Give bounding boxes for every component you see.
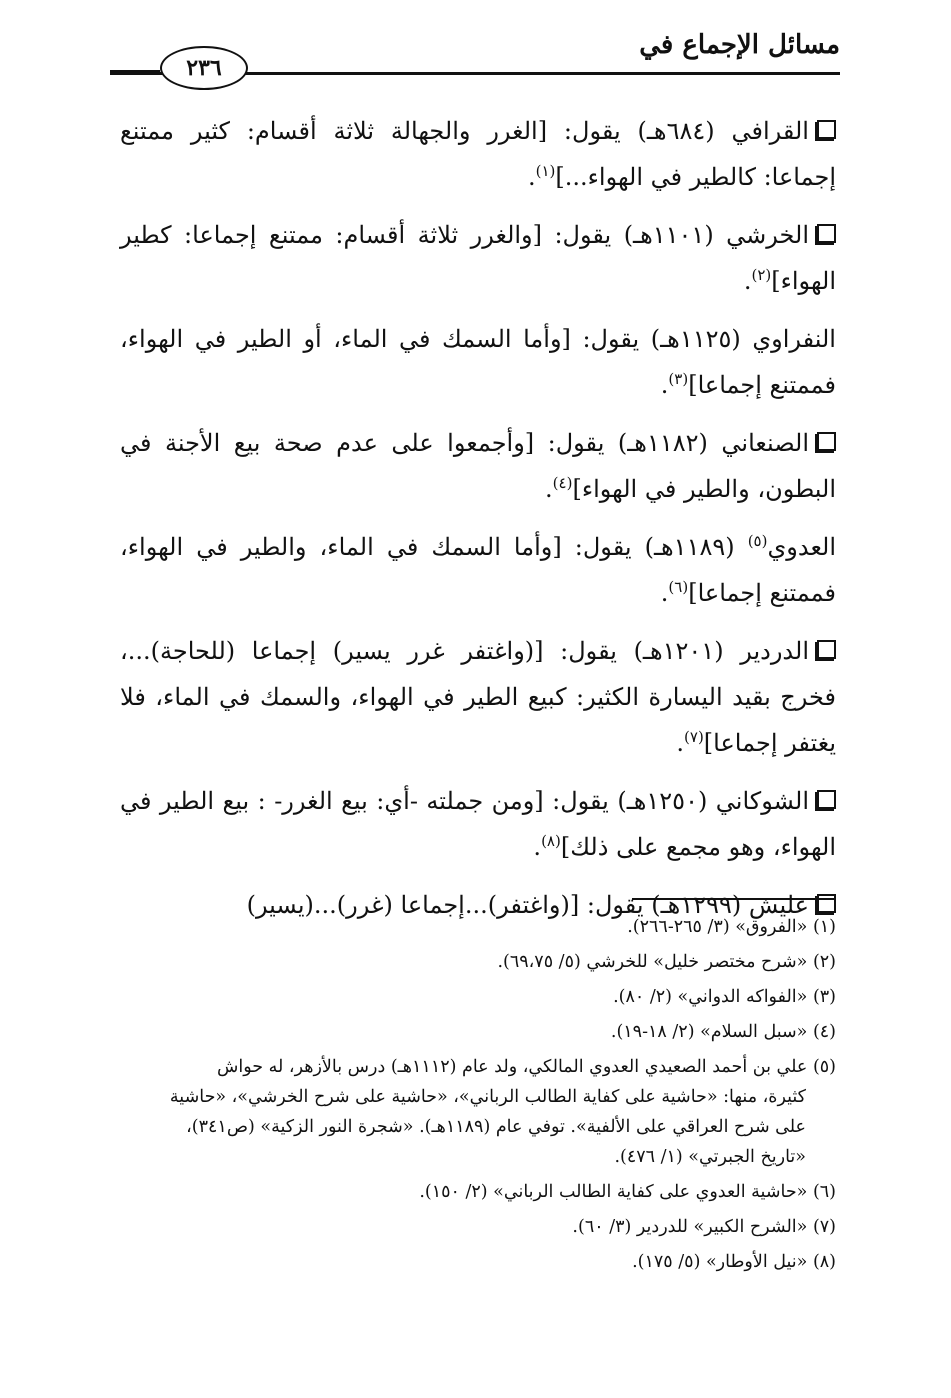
footnote — [130, 1052, 836, 1172]
entry-paragraph: النفراوي (١١٢٥هـ) يقول: [وأما السمك في الماء، أو الطير في الهواء، فممتنع إجماعا]$^{(٣)}$. — [120, 325, 836, 399]
square-bullet-icon — [817, 224, 836, 243]
footnote-text: «الفواكه الدواني» (٢/ ٨٠). — [613, 987, 808, 1007]
square-bullet-icon — [817, 894, 836, 913]
entry-author: الصنعاني — [721, 429, 809, 457]
footnote — [130, 1212, 836, 1242]
page-header — [110, 22, 840, 92]
entry-date: (١٢٥٠هـ) — [617, 787, 708, 815]
entry-author: العدوي — [767, 533, 836, 561]
entry-author: عليش — [748, 891, 809, 919]
entry-date: (٦٨٤هـ) — [637, 117, 715, 145]
square-bullet-icon — [817, 790, 836, 809]
entry-paragraph: القرافي (٦٨٤هـ) يقول: [الغرر والجهالة ثلاثة أقسام: كثير ممتنع إجماعا: كالطير في الهواء...]$^{(١)}$. — [120, 117, 836, 191]
footnote — [130, 1247, 836, 1277]
entry-text: يقول: [(واغتفر)...إجماعا (غرر)...(يسير) — [246, 891, 644, 919]
footnote-number: (٥) — [812, 1057, 836, 1077]
footnote-number: (١) — [812, 917, 836, 937]
square-bullet-icon — [817, 120, 836, 139]
entry-paragraph: الدردير (١٢٠١هـ) يقول: [(واغتفر غرر يسير) إجماعا (للحاجة)...، فخرج بقيد اليسارة الكثير: كبيع الطير في الهواء، والسمك في الماء، فلا يغتفر إجماعا]$^{(٧)}$. — [120, 637, 837, 757]
footnote-ref: (٧) — [684, 728, 704, 746]
footnote-text: كثيرة، منها: «حاشية على كفاية الطالب الرباني»، «حاشية على شرح الخرشي»، «حاشية — [169, 1087, 806, 1107]
footnote-number: (٢) — [812, 952, 836, 972]
square-bullet-icon — [817, 432, 836, 451]
entry-author: الشوكاني — [715, 787, 809, 815]
entry-text: يقول: [(واغتفر غرر يسير) إجماعا (للحاجة)...، فخرج بقيد اليسارة الكثير: كبيع الطير في الهواء، والسمك في الماء، فلا يغتفر إجماعا] — [120, 637, 837, 757]
footnote-rule — [632, 898, 836, 900]
footnote-ref: (٥) — [747, 532, 768, 550]
entry-author: الخرشي — [726, 221, 809, 249]
page-number: ٢٣٦ — [160, 46, 248, 90]
entry-date: (١١٠١هـ) — [623, 221, 714, 249]
entry-date: (١١٨٢هـ) — [617, 429, 708, 457]
entry-author: الدردير — [740, 637, 809, 665]
footnote-text: «سبل السلام» (٢/ ١٨-١٩). — [610, 1022, 808, 1042]
footnote-text: «تاريخ الجبرتي» (١/ ٤٧٦). — [614, 1147, 806, 1167]
entry-date: (١٢٠١هـ) — [633, 637, 724, 665]
entry-text: يقول: [ومن جملته -أي: بيع الغرر- : بيع الطير في الهواء، وهو مجمع على ذلك] — [120, 787, 836, 861]
footnote-number: (٨) — [812, 1252, 836, 1272]
entry-paragraph: الخرشي (١١٠١هـ) يقول: [والغرر ثلاثة أقسام: ممتنع إجماعا: كطير الهواء]$^{(٢)}$. — [120, 221, 836, 295]
footnote-number: (٦) — [812, 1182, 836, 1202]
footnote-number: (٤) — [812, 1022, 836, 1042]
footnote-ref: (٦) — [668, 578, 689, 596]
entry-text: يقول: [وأما السمك في الماء، أو الطير في الهواء، فممتنع إجماعا] — [120, 325, 836, 399]
footnote-ref: (٤) — [552, 474, 573, 492]
entry-paragraph: الصنعاني (١١٨٢هـ) يقول: [وأجمعوا على عدم صحة بيع الأجنة في البطون، والطير في الهواء]$^{(٤)}$. — [120, 429, 836, 503]
entry-text: يقول: [والغرر ثلاثة أقسام: ممتنع إجماعا: كطير الهواء] — [120, 221, 836, 295]
entry-date: (١١٢٥هـ) — [650, 325, 741, 353]
footnote — [130, 912, 836, 942]
footnote-text: علي بن أحمد الصعيدي العدوي المالكي، ولد عام (١١١٢هـ) درس بالأزهر، له حواش — [217, 1057, 808, 1077]
square-bullet-icon — [817, 640, 836, 659]
header-title: مسائل الإجماع في — [639, 30, 840, 60]
entry-paragraph: الشوكاني (١٢٥٠هـ) يقول: [ومن جملته -أي: بيع الغرر- : بيع الطير في الهواء، وهو مجمع على ذلك]$^{(٨)}$. — [120, 787, 836, 861]
footnote-ref: (٨) — [541, 832, 561, 850]
footnote-ref: (٢) — [751, 266, 772, 284]
entry-author: النفراوي — [752, 325, 836, 353]
footnote-number: (٧) — [812, 1217, 836, 1237]
footnote — [130, 1177, 836, 1207]
footnote-text: على شرح العراقي على الألفية». توفي عام (١١٨٩هـ). «شجرة النور الزكية» (ص٣٤١)، — [186, 1117, 806, 1137]
footnote-text: «نيل الأوطار» (٥/ ١٧٥). — [632, 1252, 808, 1272]
entry-date: (١٢٩٩هـ) — [651, 891, 742, 919]
footnote — [130, 1017, 836, 1047]
entry-text: يقول: [وأما السمك في الماء، والطير في الهواء، فممتنع إجماعا] — [120, 533, 836, 607]
footnote-ref: (٣) — [668, 370, 689, 388]
footnote-text: «حاشية العدوي على كفاية الطالب الرباني» (٢/ ١٥٠). — [419, 1182, 808, 1202]
footnote-number: (٣) — [812, 987, 836, 1007]
footnote-text: «شرح مختصر خليل» للخرشي (٥/ ٦٩،٧٥). — [497, 952, 808, 972]
header-rule-left — [110, 70, 160, 73]
entry-text: يقول: [وأجمعوا على عدم صحة بيع الأجنة في البطون، والطير في الهواء] — [120, 429, 836, 503]
entry-paragraph: العدوي$^{(٥)}$ (١١٨٩هـ) يقول: [وأما السمك في الماء، والطير في الهواء، فممتنع إجماعا]$^{(٦)}$. — [120, 532, 836, 607]
footnote-text: «الشرح الكبير» للدردير (٣/ ٦٠). — [572, 1217, 808, 1237]
body-text — [120, 108, 836, 940]
footnote — [130, 947, 836, 977]
entry-text: يقول: [الغرر والجهالة ثلاثة أقسام: كثير ممتنع إجماعا: كالطير في الهواء...] — [120, 117, 836, 191]
footnotes — [130, 912, 836, 1282]
footnote — [130, 982, 836, 1012]
footnote-text: «الفروق» (٣/ ٢٦٥-٢٦٦). — [627, 917, 808, 937]
footnote-ref: (١) — [535, 162, 556, 180]
entry-date: (١١٨٩هـ) — [644, 533, 735, 561]
entry-author: القرافي — [731, 117, 809, 145]
